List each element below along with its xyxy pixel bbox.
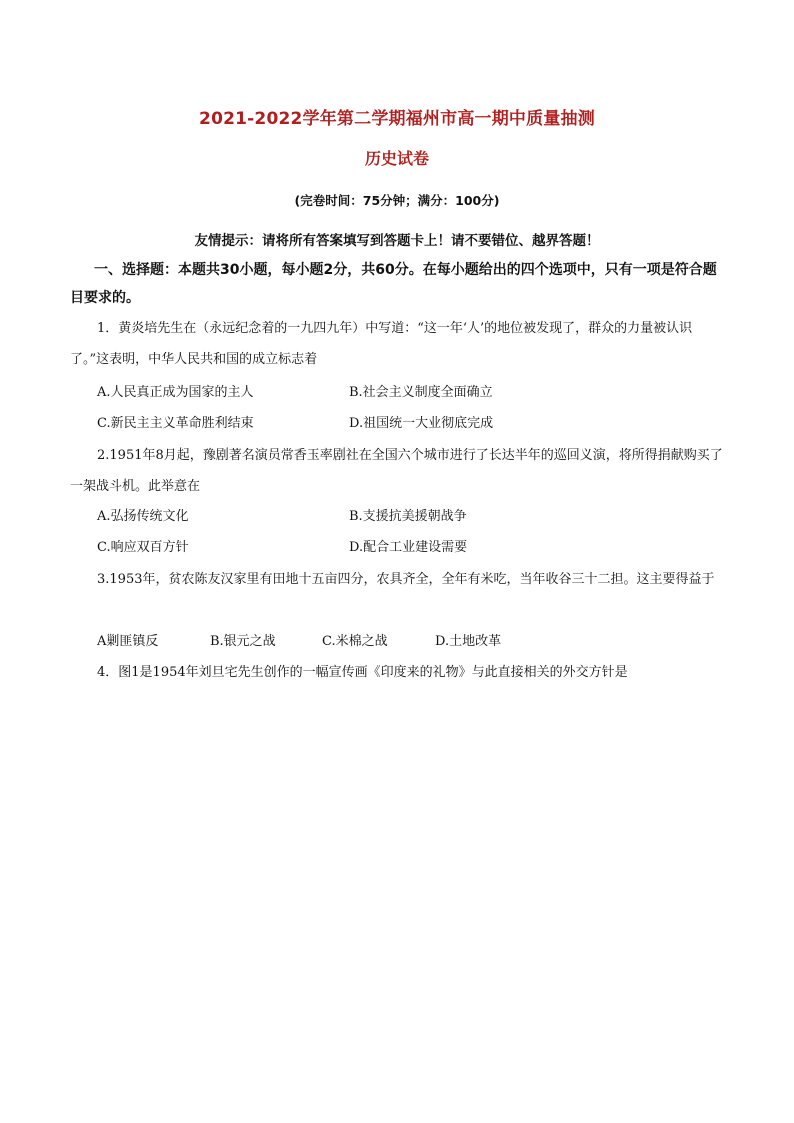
question-1-option-d: D.祖国统一大业彻底完成 bbox=[349, 416, 494, 431]
question-2-option-a: A.弘扬传统文化 bbox=[97, 509, 189, 524]
question-2-stem: 2.1951年8月起，豫剧著名演员常香玉率剧社在全国六个城市进行了长达半年的巡回义演，将所得捐献购买了一架战斗机。此举意在 bbox=[70, 448, 723, 494]
question-1-option-c: C.新民主主义革命胜利结束 bbox=[97, 416, 254, 431]
question-2-option-b: B.支援抗美援朝战争 bbox=[349, 509, 467, 524]
exam-subject: 历史试卷 bbox=[364, 149, 429, 168]
question-3-option-b: B.银元之战 bbox=[210, 634, 276, 649]
question-1-option-a: A.人民真正成为国家的主人 bbox=[97, 385, 254, 400]
friendly-tip: 友情提示：请将所有答案填写到答题卡上！请不要错位、越界答题！ bbox=[194, 233, 600, 249]
question-2-option-c: C.响应双百方针 bbox=[97, 540, 189, 555]
exam-title: 2021-2022学年第二学期福州市高一期中质量抽测 bbox=[199, 109, 595, 129]
question-3-stem: 3.1953年，贫农陈友汉家里有田地十五亩四分，农具齐全，全年有米吃，当年收谷三十二担。这主要得益于 bbox=[97, 572, 715, 587]
question-4-stem: 4．图1是1954年刘旦宅先生创作的一幅宣传画《印度来的礼物》与此直接相关的外交方针是 bbox=[97, 665, 628, 680]
question-3-option-c: C.米棉之战 bbox=[322, 634, 388, 649]
question-1-option-b: B.社会主义制度全面确立 bbox=[349, 385, 493, 400]
question-3-option-d: D.土地改革 bbox=[435, 634, 502, 649]
exam-time-score: (完卷时间：75分钟；满分：100分) bbox=[294, 193, 500, 208]
question-1-stem: 1．黄炎培先生在（永远纪念着的一九四九年）中写道：“这一年‘人’的地位被发现了，群众的力量被认识了。”这表明，中华人民共和国的成立标志着 bbox=[70, 321, 693, 367]
question-2-option-d: D.配合工业建设需要 bbox=[349, 540, 468, 555]
question-3-option-a: A剿匪镇反 bbox=[97, 634, 159, 649]
section-heading: 一、选择题：本题共30小题，每小题2分，共60分。在每小题给出的四个选项中，只有一项是符合题目要求的。 bbox=[70, 262, 717, 306]
